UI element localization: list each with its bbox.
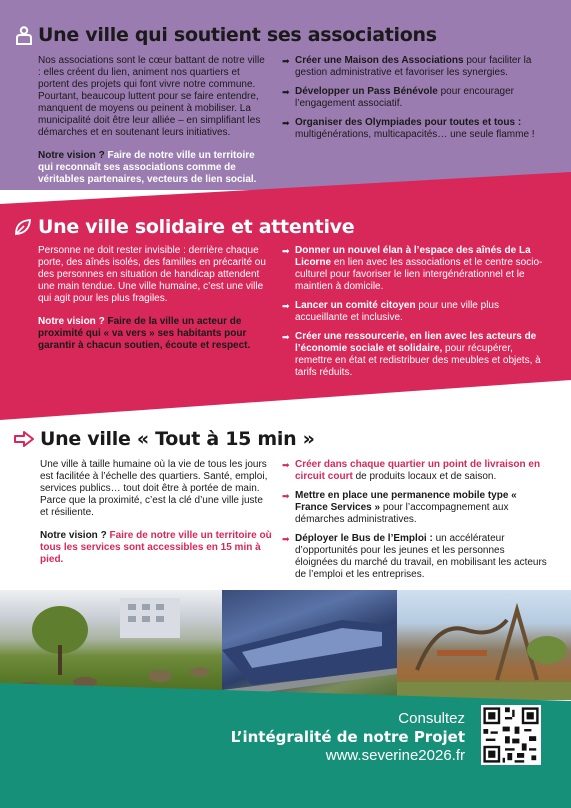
arrow-bullet-icon: ➡ (282, 491, 290, 501)
section2-intro: Personne ne doit rester invisible : derrière chaque porte, des aînés isolés, des familles en précarité ou des personnes en situation de handicap attendent une main tendue. Une ville humaine, c’est une ville qui agit pour les plus fragiles. (38, 245, 266, 304)
tram-photo (222, 590, 397, 700)
vision-text: Faire de la ville un acteur de proximité qui « va vers » ses habitants pour garantir à chacun soutien, écoute et respect. (38, 316, 251, 351)
arrow-bullet-icon: ➡ (282, 332, 290, 342)
arrow-bullet-icon: ➡ (282, 56, 290, 66)
person-icon (15, 26, 33, 46)
section3-list (282, 459, 547, 588)
section3-left-column (40, 459, 272, 566)
list-item: ➡ Créer dans chaque quartier un point de livraison en circuit court de produits locaux et de saison. (282, 459, 541, 482)
arrow-right-icon (13, 430, 35, 448)
vision-label: Notre vision ? (38, 150, 105, 161)
arrow-bullet-icon: ➡ (282, 534, 290, 544)
section2-left-column (38, 245, 270, 352)
list-item: ➡ Mettre en place une permanence mobile type « France Services » pour l’accompagnement aux démarches administratives. (282, 490, 517, 525)
section1-intro: Nos associations sont le cœur battant de notre ville : elles créent du lien, animent nos quartiers et portent des projets qui font vivre notre commune. Pourtant, beaucoup luttent pour se faire entendre, manquent de moyens ou peinent à mobiliser. La municipalité doit être leur alliée – en simplifiant les démarches et en soutenant leurs initiatives. (38, 55, 265, 138)
arrow-bullet-icon: ➡ (282, 301, 290, 311)
section1-list (282, 55, 544, 148)
arrow-bullet-icon: ➡ (282, 87, 290, 97)
vision-label: Notre vision ? (40, 530, 107, 541)
list-item: ➡ Créer une ressourcerie, en lien avec les acteurs de l’économie sociale et solidaire, pour récupérer, remettre en état et redistribuer des meubles et objets, à tarifs réduits. (282, 331, 541, 378)
list-item: ➡ Développer un Pass Bénévole pour encourager l’engagement associatif. (282, 86, 515, 109)
photo-strip (0, 590, 571, 700)
list-item: ➡ Donner un nouvel élan à l’espace des aînés de La Licorne en lien avec les associations et le centre socio-culturel pour favoriser le lien intergénérationnel et le maintien à domicile. (282, 245, 543, 292)
vision-label: Notre vision ? (38, 316, 105, 327)
footer-url[interactable]: www.severine2026.fr (325, 747, 465, 764)
section1-title: Une ville qui soutient ses associations (38, 24, 437, 46)
section2-vision (38, 316, 270, 352)
section1-vision (38, 150, 270, 186)
qr-code-icon[interactable] (481, 705, 541, 765)
list-item: ➡ Créer une Maison des Associations pour faciliter la gestion administrative et favoriser les synergies. (282, 55, 532, 78)
section3-title: Une ville « Tout à 15 min » (40, 428, 315, 450)
section2-list (282, 245, 544, 386)
playground-photo (397, 590, 571, 700)
park-photo (0, 590, 222, 700)
leaf-icon (13, 217, 33, 237)
list-item: ➡ Déployer le Bus de l’Emploi : un accélérateur d’opportunités pour les jeunes et les personnes éloignées du marché du travail, en mobilisant les acteurs de l’emploi et les entreprises. (282, 533, 547, 580)
section2-title: Une ville solidaire et attentive (38, 216, 355, 238)
arrow-bullet-icon: ➡ (282, 118, 290, 128)
section1-left-column (38, 55, 270, 186)
arrow-bullet-icon: ➡ (282, 246, 290, 256)
list-item: ➡ Lancer un comité citoyen pour une ville plus accueillante et inclusive. (282, 300, 499, 323)
footer-project: L’intégralité de notre Projet (230, 728, 465, 746)
footer-cta (231, 710, 465, 765)
list-item: ➡ Organiser des Olympiades pour toutes et tous : multigénérations, multicapacités… une seule flamme ! (282, 117, 535, 140)
arrow-bullet-icon: ➡ (282, 460, 290, 470)
section3-vision (40, 530, 272, 566)
section3-intro: Une ville à taille humaine où la vie de tous les jours est facilitée à l’échelle des quartiers. Santé, emploi, services publics… tout doit être à portée de main. Parce que la proximité, c’est la clé d’une ville juste et résiliente. (40, 459, 268, 518)
vision-text: Faire de notre ville un territoire qui reconnaît ses associations comme de véritables partenaires, vecteurs de lien social. (38, 150, 257, 185)
footer-consult: Consultez (398, 710, 465, 727)
vision-text: Faire de notre ville un territoire où tous les services sont accessibles en 15 min à pied. (40, 530, 272, 565)
